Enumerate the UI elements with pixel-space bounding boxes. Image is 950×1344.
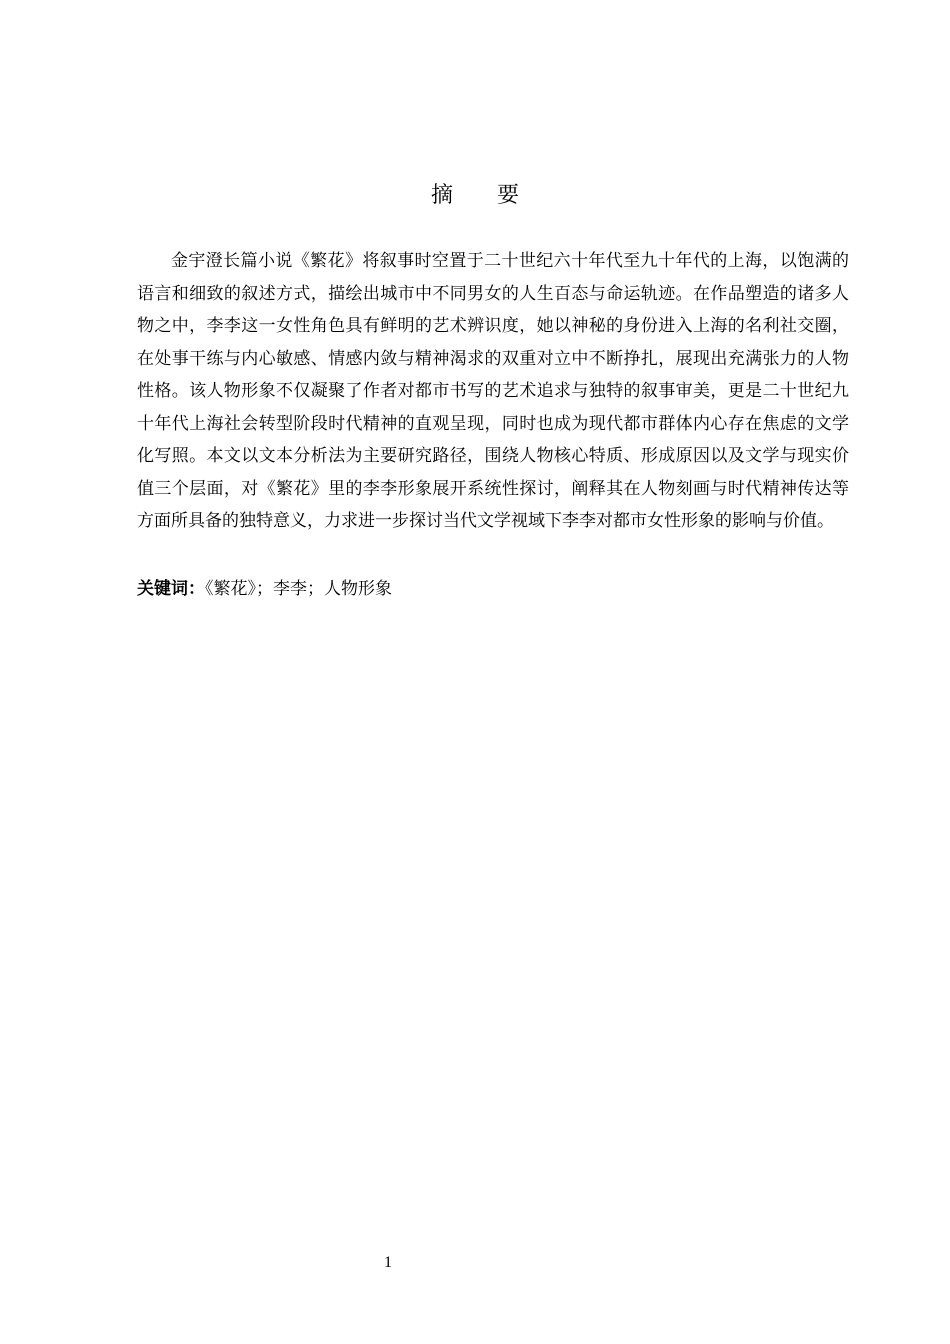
page-number: 1 bbox=[384, 1254, 392, 1271]
keywords-value: 《繁花》；李李；人物形象 bbox=[205, 579, 392, 599]
abstract-paragraph: 金宇澄长篇小说《繁花》将叙事时空置于二十世纪六十年代至九十年代的上海，以饱满的语言和细致的叙述方式，描绘出城市中不同男女的人生百态与命运轨迹。在作品塑造的诸多人物之中，李李这一女性角色具有鲜明的艺术辨识度，她以神秘的身份进入上海的名利社交圈，在处事干练与内心敏感、情感内敛与精神渴求的双重对立中不断挣扎，展现出充满张力的人物性格。该人物形象不仅凝聚了作者对都市书写的艺术追求与独特的叙事审美，更是二十世纪九十年代上海社会转型阶段时代精神的直观呈现，同时也成为现代都市群体内心存在焦虑的文学化写照。本文以文本分析法为主要研究路径，围绕人物核心特质、形成原因以及文学与现实价值三个层面，对《繁花》里的李李形象展开系统性探讨，阐释其在人物刻画与时代精神传达等方面所具备的独特意义，力求进一步探讨当代文学视域下李李对都市女性形象的影响与价值。 bbox=[137, 251, 849, 531]
abstract-title bbox=[0, 178, 950, 209]
keywords-line bbox=[137, 575, 849, 603]
title-char: 摘 bbox=[430, 183, 453, 208]
keywords-label: 关键词： bbox=[137, 579, 205, 599]
title-char: 要 bbox=[497, 183, 520, 208]
